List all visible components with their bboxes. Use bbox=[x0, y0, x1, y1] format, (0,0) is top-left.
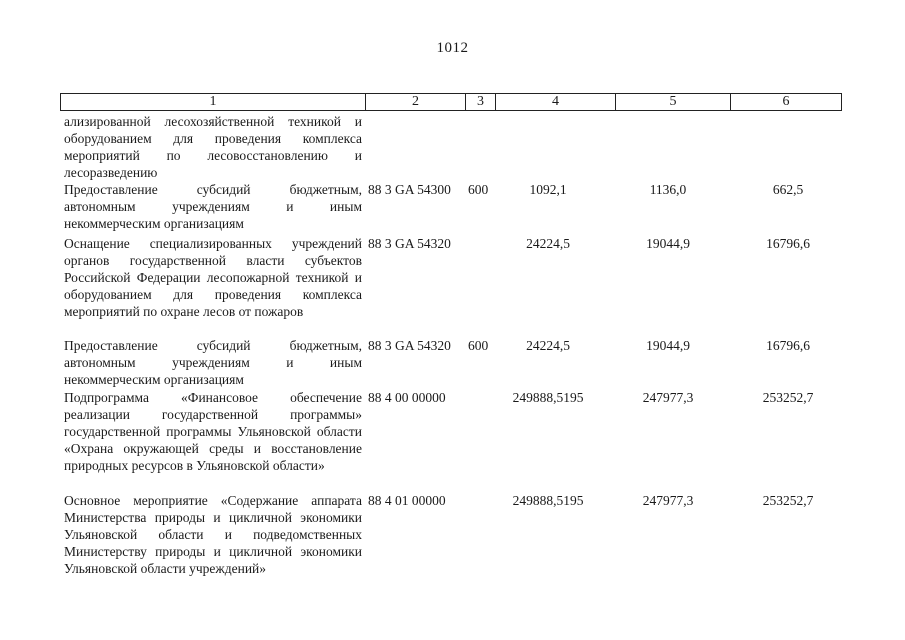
row-value-col4: 24224,5 bbox=[526, 236, 570, 251]
row-description: Подпрограмма «Финансовое обеспечение реализации государственной программы» государственной программы Ульяновской области «Охрана окружающей среды и восстановление природных ресурсов в Ульяновской области» bbox=[64, 390, 362, 473]
row-value-col4: 1092,1 bbox=[529, 182, 567, 197]
row-code: 88 3 GA 54320 bbox=[368, 236, 451, 251]
row-description: ализированной лесохозяйственной техникой и оборудованием для проведения комплекса мероприятий по лесовосстановлению и лесоразведению bbox=[64, 114, 362, 180]
header-col-1: 1 bbox=[61, 94, 366, 110]
header-col-3: 3 bbox=[466, 94, 496, 110]
row-value-col5: 19044,9 bbox=[646, 236, 690, 251]
row-value-col5: 1136,0 bbox=[649, 182, 687, 197]
row-description: Предоставление субсидий бюджетным, автономным учреждениям и иным некоммерческим организациям bbox=[64, 182, 362, 231]
row-value-col5: 19044,9 bbox=[646, 338, 690, 353]
header-col-6: 6 bbox=[782, 94, 790, 109]
row-expense-type: 600 bbox=[468, 182, 489, 197]
header-col-2: 2 bbox=[366, 94, 466, 110]
row-value-col4: 249888,5195 bbox=[512, 493, 584, 508]
row-description: Основное мероприятие «Содержание аппарата Министерства природы и цикличной экономики Ульяновской области и подведомственных Министерству природы и цикличной экономики Ульяновской области учреждений» bbox=[64, 493, 362, 576]
page-number: 1012 bbox=[436, 40, 469, 56]
row-value-col6: 253252,7 bbox=[762, 493, 814, 508]
row-description: Предоставление субсидий бюджетным, автономным учреждениям и иным некоммерческим организациям bbox=[64, 338, 362, 387]
table-header-row bbox=[60, 93, 842, 111]
row-code: 88 3 GA 54300 bbox=[368, 182, 451, 197]
row-code: 88 4 01 00000 bbox=[368, 493, 446, 508]
row-code: 88 4 00 00000 bbox=[368, 390, 446, 405]
row-value-col5: 247977,3 bbox=[642, 493, 694, 508]
row-value-col6: 16796,6 bbox=[766, 338, 810, 353]
row-value-col6: 662,5 bbox=[772, 182, 804, 197]
row-code: 88 3 GA 54320 bbox=[368, 338, 451, 353]
header-col-4: 4 bbox=[496, 94, 616, 110]
row-value-col4: 24224,5 bbox=[526, 338, 570, 353]
row-value-col5: 247977,3 bbox=[642, 390, 694, 405]
row-expense-type: 600 bbox=[468, 338, 489, 353]
row-value-col4: 249888,5195 bbox=[512, 390, 584, 405]
header-col-5: 5 bbox=[616, 94, 731, 110]
row-description: Оснащение специализированных учреждений органов государственной власти субъектов Российской Федерации лесопожарной техникой и оборудованием для проведения комплекса мероприятий по охране лесов от пожаров bbox=[64, 236, 362, 319]
row-value-col6: 253252,7 bbox=[762, 390, 814, 405]
row-value-col6: 16796,6 bbox=[766, 236, 810, 251]
